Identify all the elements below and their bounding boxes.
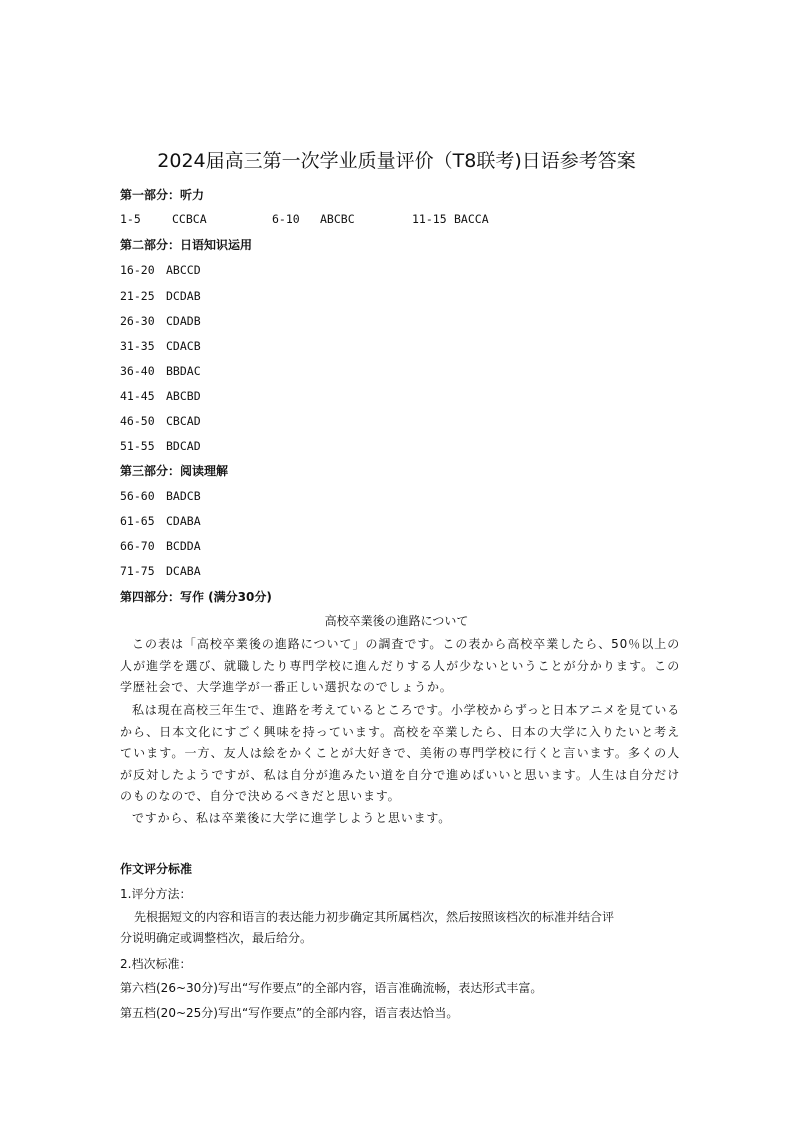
part2-row bbox=[120, 263, 201, 277]
essay-title: 高校卒業後の進路について bbox=[324, 614, 469, 628]
answer-range: 31-35 bbox=[120, 339, 155, 353]
part1-heading: 第一部分：听力 bbox=[120, 188, 205, 202]
part1-range-2: 6-10 bbox=[272, 212, 300, 226]
answer-letters: CDACB bbox=[166, 339, 201, 353]
criteria-grade-6: 第六档(26~30分)写出“写作要点”的全部内容，语言准确流畅，表达形式丰富。 bbox=[120, 981, 543, 995]
part3-row bbox=[120, 489, 201, 503]
answer-letters: CDABA bbox=[166, 514, 201, 528]
answer-range: 51-55 bbox=[120, 439, 155, 453]
part2-row bbox=[120, 364, 201, 378]
part2-row bbox=[120, 314, 201, 328]
part3-row bbox=[120, 564, 201, 578]
answer-range: 71-75 bbox=[120, 564, 155, 578]
answer-range: 26-30 bbox=[120, 314, 155, 328]
part1-range-1: 1-5 bbox=[120, 212, 141, 226]
answer-letters: DCABA bbox=[166, 564, 201, 578]
part3-row bbox=[120, 539, 201, 553]
answer-letters: ABCCD bbox=[166, 263, 201, 277]
answer-letters: CBCAD bbox=[166, 414, 201, 428]
essay-paragraph-3: ですから、私は卒業後に大学に進学しようと思います。 bbox=[132, 811, 452, 825]
part3-row bbox=[120, 514, 201, 528]
part2-row bbox=[120, 289, 201, 303]
criteria-heading: 作文评分标准 bbox=[120, 862, 193, 876]
part2-heading: 第二部分：日语知识运用 bbox=[120, 238, 253, 252]
part2-row bbox=[120, 439, 201, 453]
part1-answers-2: ABCBC bbox=[320, 212, 355, 226]
part2-row bbox=[120, 339, 201, 353]
answer-range: 61-65 bbox=[120, 514, 155, 528]
answer-letters: DCDAB bbox=[166, 289, 201, 303]
answer-letters: BDCAD bbox=[166, 439, 201, 453]
criteria-grade-5: 第五档(20~25分)写出“写作要点”的全部内容，语言表达恰当。 bbox=[120, 1006, 459, 1020]
answer-range: 21-25 bbox=[120, 289, 155, 303]
criteria-method-label: 1.评分方法： bbox=[120, 887, 192, 901]
part2-row bbox=[120, 414, 201, 428]
page-title: 2024届高三第一次学业质量评价（T8联考)日语参考答案 bbox=[157, 150, 636, 172]
answer-letters: CDADB bbox=[166, 314, 201, 328]
answer-letters: BBDAC bbox=[166, 364, 201, 378]
criteria-grade-label: 2.档次标准： bbox=[120, 957, 192, 971]
answer-range: 16-20 bbox=[120, 263, 155, 277]
answer-letters: ABCBD bbox=[166, 389, 201, 403]
criteria-method-text: 先根据短文的内容和语言的表达能力初步确定其所属档次，然后按照该档次的标准并结合评分说明确定或调整档次，最后给分。 bbox=[120, 910, 615, 945]
essay-paragraph-2: 私は現在高校三年生で、進路を考えているところです。小学校からずっと日本アニメを見ているから、日本文化にすごく興味を持っています。高校を卒業したら、日本の大学に入りたいと考えています。一方、友人は絵をかくことが大好きで、美術の専門学校に行くと言います。多くの人が反対したようですが、私は自分が進みたい道を自分で進めばいいと思います。人生は自分だけのものなので、自分で決めるべきだと思います。 bbox=[120, 703, 680, 803]
answer-range: 46-50 bbox=[120, 414, 155, 428]
part1-range-3: 11-15 bbox=[412, 212, 447, 226]
answer-range: 56-60 bbox=[120, 489, 155, 503]
answer-range: 41-45 bbox=[120, 389, 155, 403]
part1-answers-1: CCBCA bbox=[172, 212, 207, 226]
part3-heading: 第三部分：阅读理解 bbox=[120, 464, 229, 478]
part4-heading: 第四部分：写作 (满分30分) bbox=[120, 590, 272, 604]
essay-paragraph-1: この表は「高校卒業後の進路について」の調査です。この表から高校卒業したら、50％以上の人が進学を選び、就職したり専門学校に進んだりする人が少ないということが分かります。この学歴社会で、大学進学が一番正しい選択なのでしょうか。 bbox=[120, 637, 680, 694]
answer-letters: BCDDA bbox=[166, 539, 201, 553]
answer-range: 36-40 bbox=[120, 364, 155, 378]
answer-letters: BADCB bbox=[166, 489, 201, 503]
part2-row bbox=[120, 389, 201, 403]
part1-answers-3: BACCA bbox=[454, 212, 489, 226]
answer-range: 66-70 bbox=[120, 539, 155, 553]
